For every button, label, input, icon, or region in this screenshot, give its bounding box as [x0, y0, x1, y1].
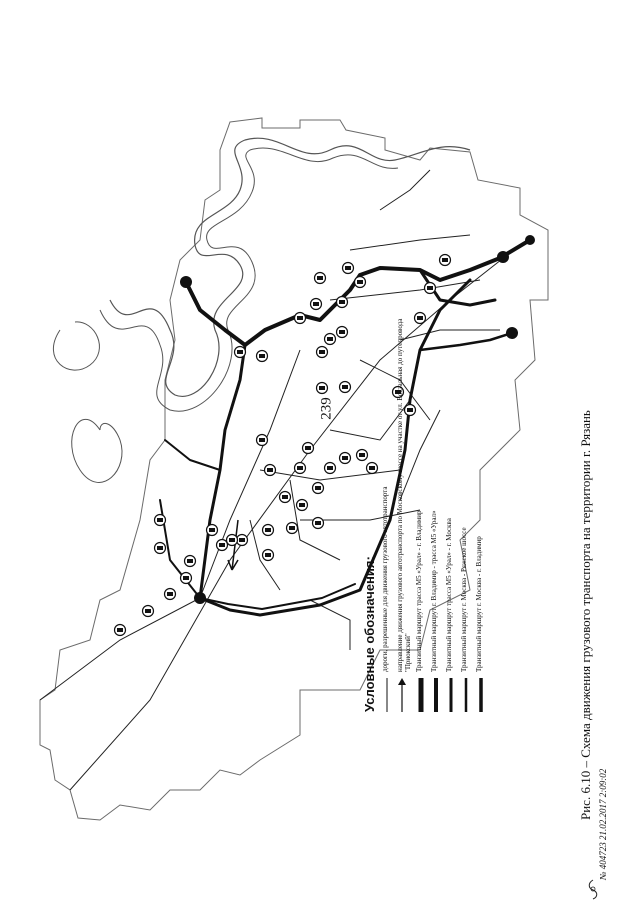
legend-label: Транзитный маршрут трасса М5 «Урал» - г. Москва [445, 518, 453, 672]
legend-label: Транзитный маршрут г. Москва - Ряжское шоссе [460, 527, 468, 672]
no-truck-sign-icon [185, 556, 196, 567]
river-bank [100, 148, 398, 411]
no-truck-sign-icon [217, 540, 228, 551]
no-truck-sign-icon [165, 589, 176, 600]
no-truck-sign-icon [311, 299, 322, 310]
no-truck-sign-icon [315, 273, 326, 284]
no-truck-sign-icon [340, 382, 351, 393]
no-truck-sign-icon [287, 523, 298, 534]
no-truck-sign-icon [265, 465, 276, 476]
legend-label: Транзитный маршрут трасса М5 «Урал» - г. Владимир [415, 510, 423, 672]
thin-line-icon [381, 678, 393, 712]
no-truck-sign-icon [115, 625, 126, 636]
figure-caption: Рис. 6.10 – Схема движения грузового транспорта на территории г. Рязань [578, 410, 593, 820]
endpoint-dot [525, 235, 535, 245]
river-loop [72, 419, 122, 482]
no-truck-sign-icon [337, 297, 348, 308]
legend-item [381, 272, 393, 712]
route-south-2 [200, 584, 355, 609]
no-truck-sign-icon [143, 606, 154, 617]
route-line-icon [460, 678, 472, 712]
no-truck-sign-icon [440, 255, 451, 266]
no-truck-sign-icon [295, 313, 306, 324]
no-truck-sign-icon [181, 573, 192, 584]
no-truck-sign-icon [325, 334, 336, 345]
logo-icon [586, 878, 600, 900]
route-line-icon [430, 678, 442, 712]
no-truck-sign-icon [343, 263, 354, 274]
endpoint-dot [194, 592, 206, 604]
no-truck-sign-icon [257, 435, 268, 446]
legend-label: Транзитный маршрут г. Владимир - трасса М5 «Урал» [430, 510, 438, 672]
route-line-icon [415, 678, 427, 712]
no-truck-sign-icon [237, 535, 248, 546]
page-number: 239 [318, 397, 335, 420]
no-truck-sign-icon [317, 383, 328, 394]
no-truck-sign-icon [303, 443, 314, 454]
no-truck-sign-icon [235, 347, 246, 358]
legend-item [430, 272, 442, 712]
no-truck-sign-icon [207, 525, 218, 536]
no-truck-sign-icon [313, 518, 324, 529]
legend-label: Транзитный маршрут г. Москва - г. Владимир [475, 536, 483, 672]
legend-item [475, 272, 487, 712]
no-truck-sign-icon [227, 535, 238, 546]
legend-label: дороги, разрешенные для движения грузового автотранспорта [381, 486, 389, 672]
arrow-icon [396, 678, 408, 712]
legend-item [396, 272, 412, 712]
legend-label: направление движения грузового автотранспорта по Московскому шоссе на участке от ул. Вокзальная до путепровода "Приокский" [396, 318, 412, 672]
legend-item [460, 272, 472, 712]
no-truck-sign-icon [337, 327, 348, 338]
no-truck-sign-icon [155, 515, 166, 526]
endpoint-dot [497, 251, 509, 263]
no-truck-sign-icon [155, 543, 166, 554]
legend-item [415, 272, 427, 712]
document-stamp: № 404723 21.02.2017 2:09:02 [598, 768, 608, 880]
route-line-icon [475, 678, 487, 712]
no-truck-sign-icon [313, 483, 324, 494]
legend [362, 272, 547, 712]
no-truck-sign-icon [280, 492, 291, 503]
no-truck-sign-icon [297, 500, 308, 511]
endpoint-dot [180, 276, 192, 288]
route-line-icon [445, 678, 457, 712]
legend-title: Условные обозначения: [362, 556, 377, 712]
no-truck-sign-icon [257, 351, 268, 362]
no-truck-sign-icon [325, 463, 336, 474]
river-loop [53, 322, 99, 370]
legend-item [445, 272, 457, 712]
no-truck-sign-icon [340, 453, 351, 464]
no-truck-sign-icon [263, 550, 274, 561]
no-truck-sign-icon [295, 463, 306, 474]
no-truck-sign-icon [263, 525, 274, 536]
no-truck-sign-icon [317, 347, 328, 358]
